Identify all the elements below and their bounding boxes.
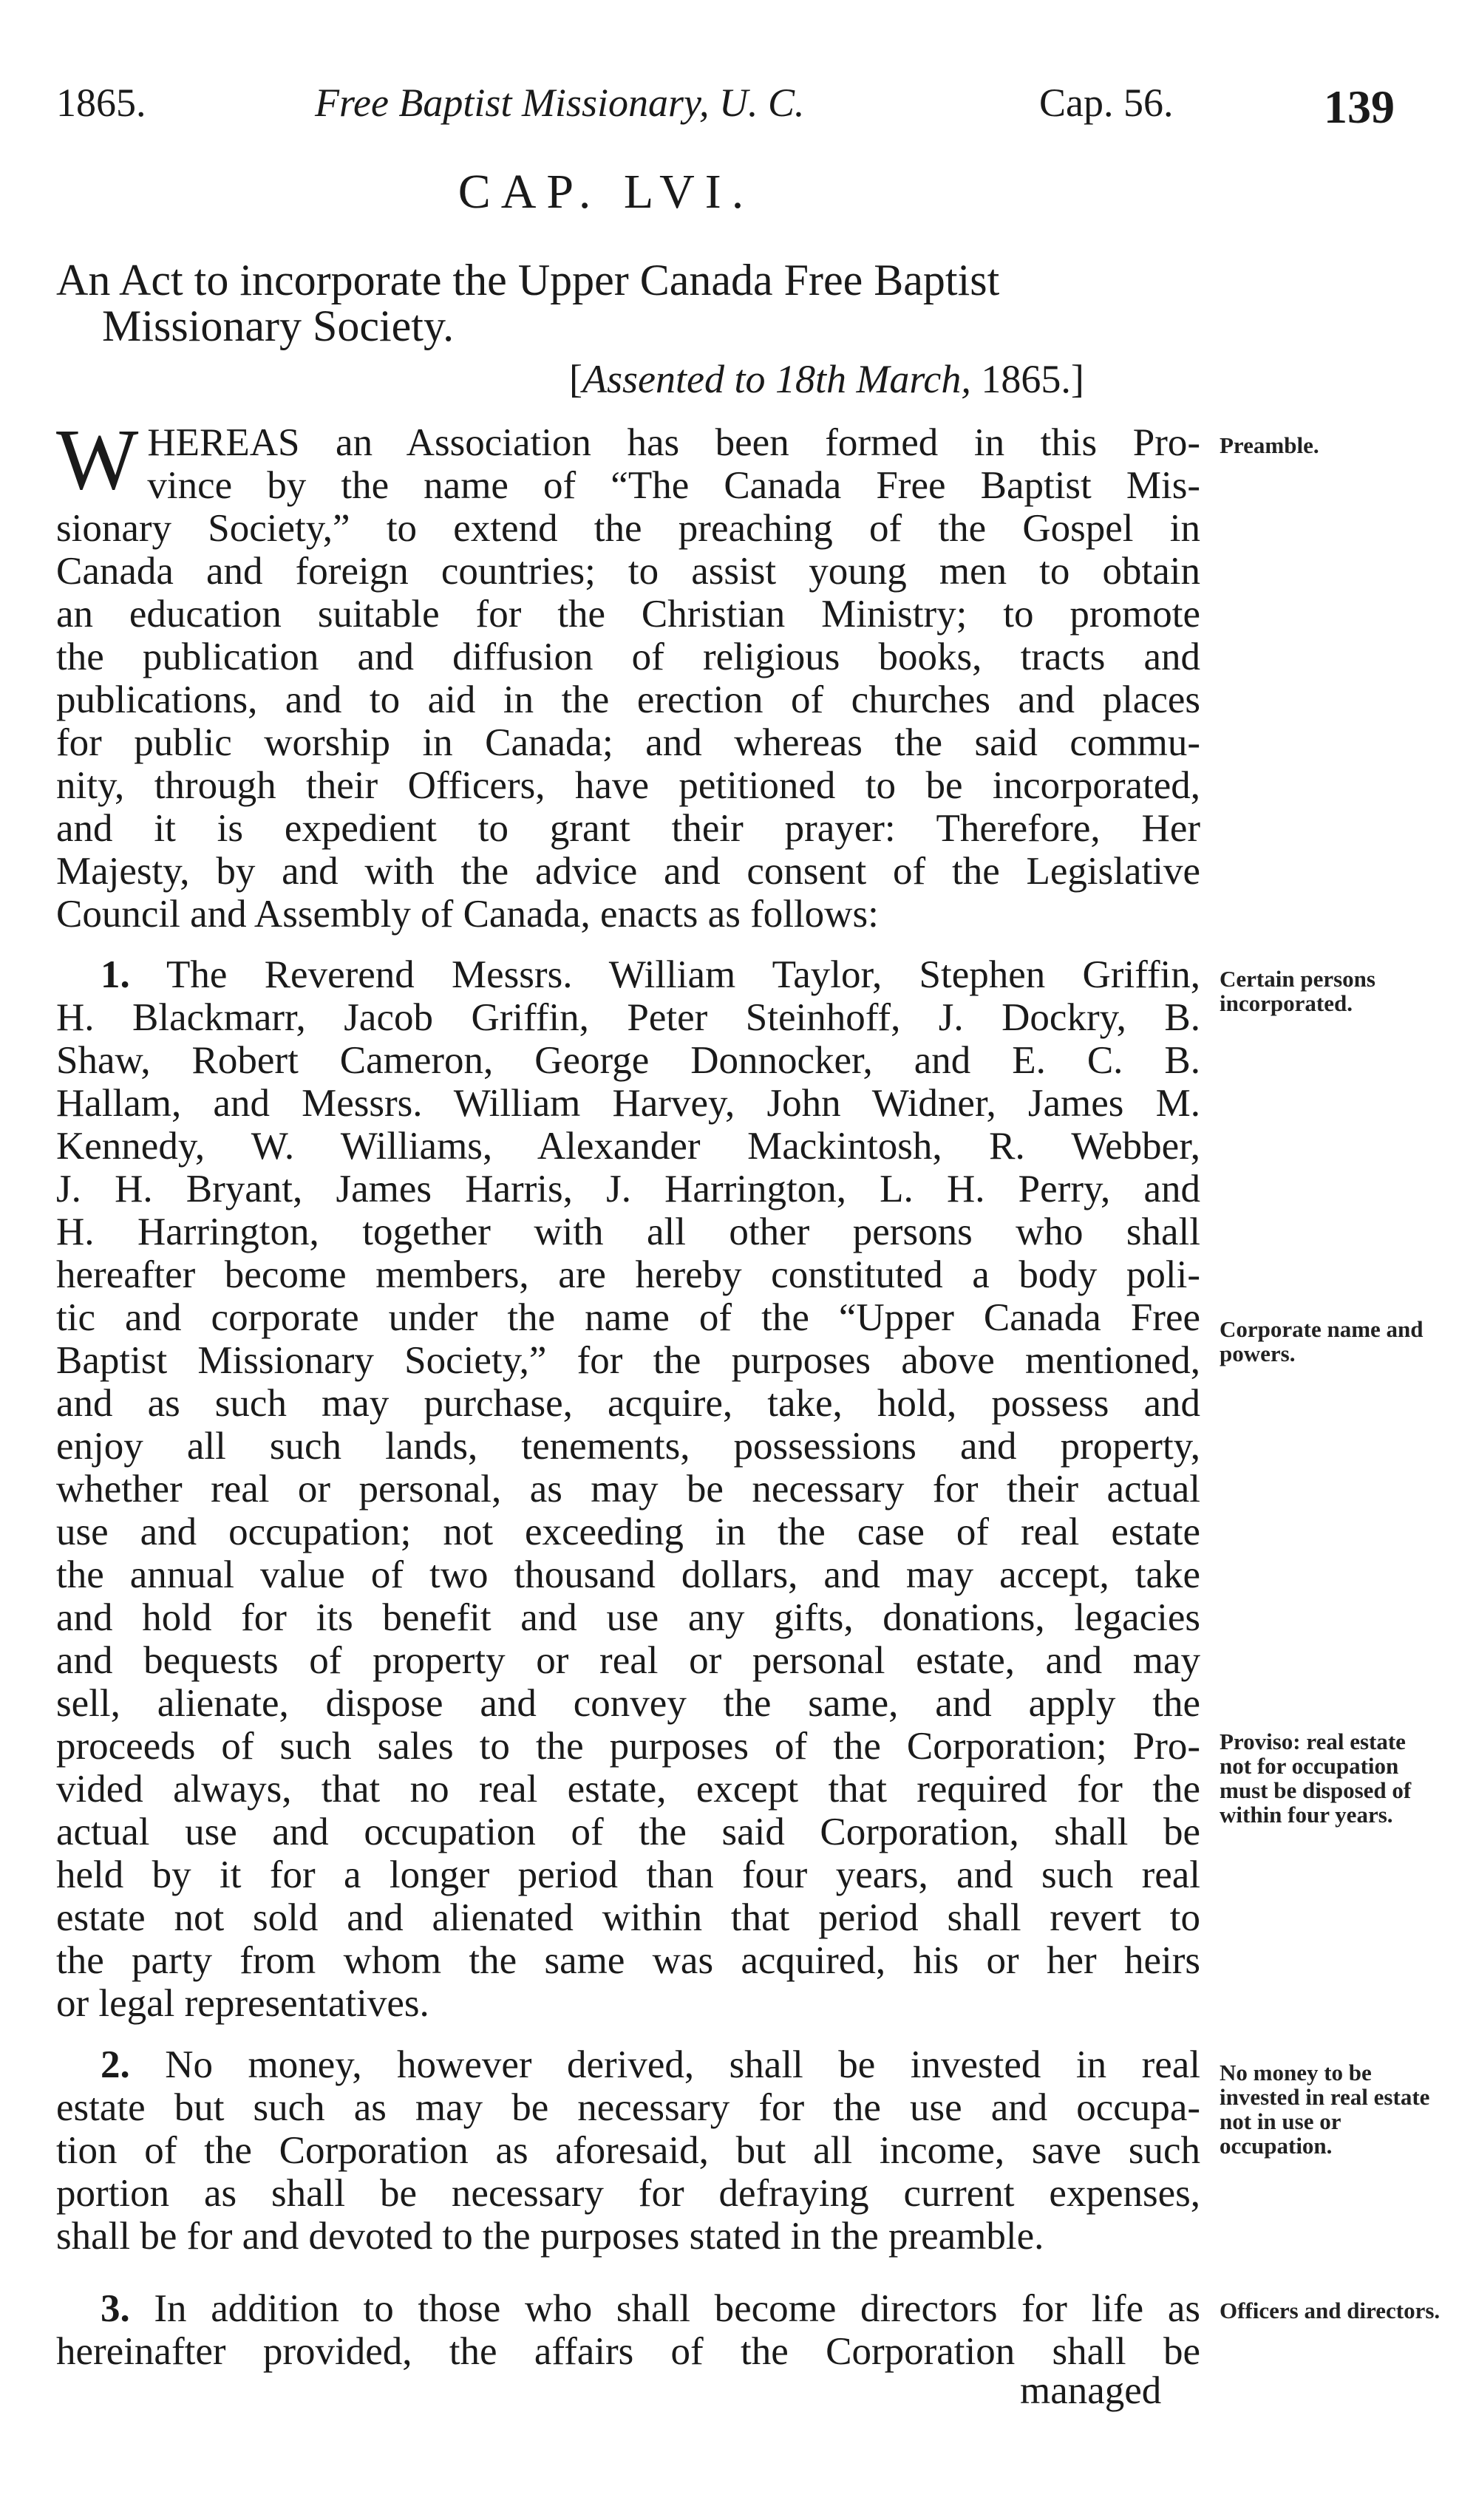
section-line: The Reverend Messrs. William Taylor, Stephen Griffin, [166,953,1200,996]
section-line: the annual value of two thousand dollars, and may accept, take [56,1553,1200,1596]
assent-italic: Assented to 18th March, [582,357,971,401]
section-line: vided always, that no real estate, except that required for the [56,1768,1200,1811]
preamble-line: and it is expedient to grant their prayer: Therefore, Her [56,807,1200,850]
chapter-heading: CAP. LVI. [458,165,755,219]
section-3-first-line [56,2287,1200,2330]
preamble-line: HEREAS an Association has been formed in this Pro- [147,421,1200,464]
section-line: tion of the Corporation as aforesaid, but all income, save such [56,2129,1200,2172]
section-number: 3. [101,2287,130,2330]
section-line: and hold for its benefit and use any gifts, donations, legacies [56,1596,1200,1639]
section-line: Kennedy, W. Williams, Alexander Mackintosh, R. Webber, [56,1125,1200,1168]
preamble [56,411,1200,936]
assent-year: 1865.] [970,357,1084,401]
section-line: In addition to those who shall become directors for life as [154,2287,1200,2330]
preamble-line: Council and Assembly of Canada, enacts as follows: [56,893,879,936]
preamble-line: nity, through their Officers, have petitioned to be incorporated, [56,764,1200,807]
preamble-line: Majesty, by and with the advice and consent of the Legislative [56,850,1200,893]
drop-cap: W [56,411,139,508]
section-line: held by it for a longer period than four years, and such real [56,1853,1200,1896]
act-title-line-1: An Act to incorporate the Upper Canada Free Baptist [56,256,1000,304]
section-line: the party from whom the same was acquired, his or her heirs [56,1939,1200,1982]
act-title-line-2: Missionary Society. [102,302,455,350]
preamble-line: sionary Society,” to extend the preaching of the Gospel in [56,507,1200,550]
section-line: and as such may purchase, acquire, take, hold, possess and [56,1382,1200,1425]
preamble-line: an education suitable for the Christian Ministry; to promote [56,593,1200,636]
margin-note-officers: Officers and directors. [1220,2298,1441,2323]
margin-note-no-money: No money to be invested in real estate not in use or occupation. [1220,2060,1430,2159]
margin-note-corporate-name: Corporate name and powers. [1220,1316,1424,1366]
section-line: and bequests of property or real or personal estate, and may [56,1639,1200,1682]
section-line: hereafter become members, are hereby constituted a body poli- [56,1253,1200,1296]
preamble-line: for public worship in Canada; and whereas the said commu- [56,721,1200,764]
section-1-first-line [56,953,1200,996]
preamble-line: Canada and foreign countries; to assist young men to obtain [56,550,1200,593]
page-number: 139 [1324,81,1395,133]
assent-date [569,356,1084,402]
section-number: 1. [101,953,130,996]
section-line: shall be for and devoted to the purposes stated in the preamble. [56,2215,1044,2258]
preamble-line: vince by the name of “The Canada Free Baptist Mis- [147,464,1200,507]
section-line: J. H. Bryant, James Harris, J. Harrington, L. H. Perry, and [56,1168,1200,1210]
section-line: whether real or personal, as may be necessary for their actual [56,1468,1200,1511]
section-line: tic and corporate under the name of the “Upper Canada Free [56,1296,1200,1339]
section-line: portion as shall be necessary for defraying current expenses, [56,2172,1200,2215]
section-line: hereinafter provided, the affairs of the Corporation shall be [56,2330,1200,2373]
section-line: H. Harrington, together with all other persons who shall [56,1210,1200,1253]
preamble-line: the publication and diffusion of religious books, tracts and [56,636,1200,678]
header-year: 1865. [56,81,146,125]
catchword: managed [1020,2369,1162,2412]
section-line: Hallam, and Messrs. William Harvey, John Widner, James M. [56,1082,1200,1125]
section-line: H. Blackmarr, Jacob Griffin, Peter Steinhoff, J. Dockry, B. [56,996,1200,1039]
header-running-title: Free Baptist Missionary, U. C. [315,81,805,125]
section-line: use and occupation; not exceeding in the case of real estate [56,1511,1200,1553]
margin-note-proviso: Proviso: real estate not for occupation must be disposed of within four years. [1220,1729,1412,1828]
running-head [56,80,1424,139]
section-number: 2. [101,2043,130,2086]
section-line: No money, however derived, shall be invested in real [165,2043,1201,2086]
assent-open-bracket: [ [569,357,582,401]
section-2 [56,2043,1200,2258]
preamble-line: publications, and to aid in the erection of churches and places [56,678,1200,721]
section-1 [56,953,1200,2025]
section-line: Baptist Missionary Society,” for the purposes above mentioned, [56,1339,1200,1382]
section-line: or legal representatives. [56,1982,429,2025]
margin-note-certain-persons: Certain persons incorporated. [1220,966,1375,1016]
section-line: actual use and occupation of the said Corporation, shall be [56,1811,1200,1853]
section-line: estate not sold and alienated within that period shall revert to [56,1896,1200,1939]
section-line: proceeds of such sales to the purposes of the Corporation; Pro- [56,1725,1200,1768]
section-line: sell, alienate, dispose and convey the same, and apply the [56,1682,1200,1725]
section-line: Shaw, Robert Cameron, George Donnocker, and E. C. B. [56,1039,1200,1082]
act-title [56,257,1209,349]
section-line: enjoy all such lands, tenements, possessions and property, [56,1425,1200,1468]
section-line: estate but such as may be necessary for the use and occupa- [56,2086,1200,2129]
section-2-first-line [56,2043,1200,2086]
section-3 [56,2287,1200,2373]
margin-note-preamble: Preamble. [1220,432,1319,458]
header-chapter-ref: Cap. 56. [1039,81,1174,125]
